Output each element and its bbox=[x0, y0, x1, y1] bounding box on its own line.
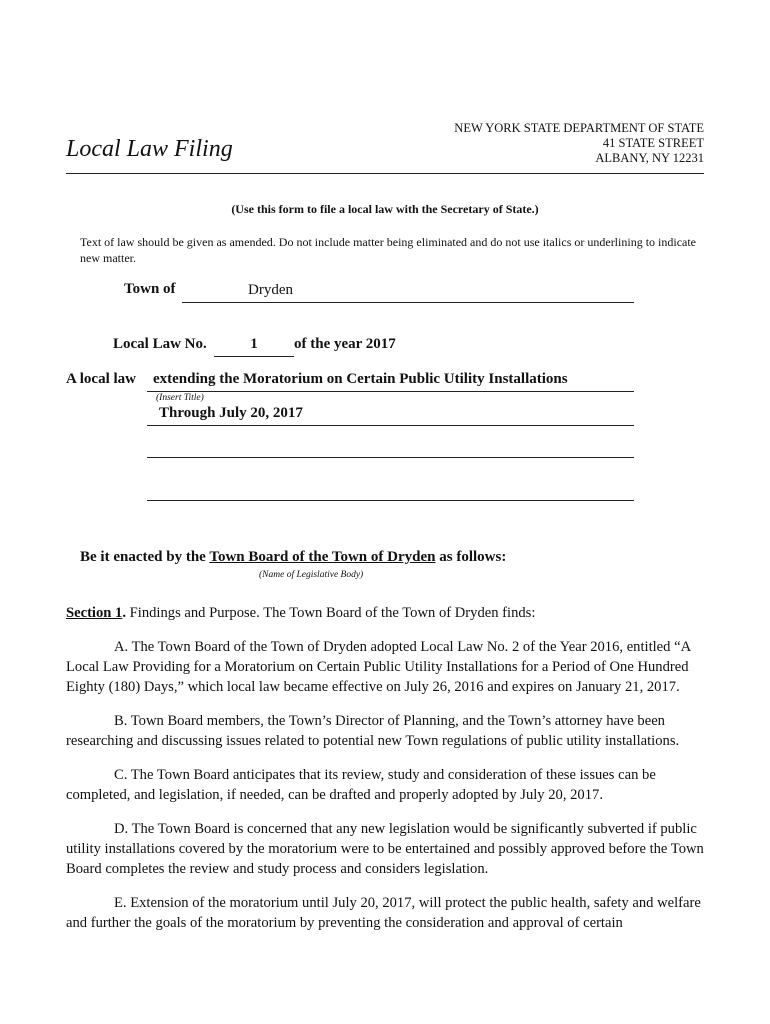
enacted-prefix: Be it enacted by the bbox=[80, 549, 206, 565]
finding-paragraph: A. The Town Board of the Town of Dryden adopted Local Law No. 2 of the Year 2016, entitled “A Local Law Providing for a Moratorium on Certain Public Utility Installations for a Period of One Hundred Eighty (180) Days,” which local law became effective on July 26, 2016 and expires on January 21, 2017. bbox=[66, 639, 691, 695]
use-instruction: (Use this form to file a local law with the Secretary of State.) bbox=[231, 202, 539, 216]
section-1-heading: Section 1. Findings and Purpose. The Town Board of the Town of Dryden finds: bbox=[66, 605, 536, 621]
law-title-text-1: extending the Moratorium on Certain Public Utility Installations bbox=[153, 371, 568, 387]
law-year: of the year 2017 bbox=[294, 336, 396, 352]
section-1 bbox=[66, 603, 706, 947]
finding-paragraph: D. The Town Board is concerned that any new legislation would be significantly subverted if public utility installations covered by the moratorium were to be entertained and possibly approved before the Town Board completes the review and study process and considers legislation. bbox=[66, 821, 704, 877]
law-number-value: 1 bbox=[250, 336, 258, 352]
address-line: NEW YORK STATE DEPARTMENT OF STATE bbox=[454, 121, 704, 135]
law-title-line-4[interactable] bbox=[147, 480, 634, 501]
finding-paragraph: E. Extension of the moratorium until July 20, 2017, will protect the public health, safety and welfare and further the goals of the moratorium by preventing the consideration and approval of certain bbox=[66, 895, 701, 931]
finding-paragraph: B. Town Board members, the Town’s Director of Planning, and the Town’s attorney have been researching and discussing issues related to potential new Town regulations of public utility installations. bbox=[66, 713, 680, 749]
enacted-suffix: as follows: bbox=[439, 549, 507, 565]
law-title-line-1[interactable] bbox=[147, 371, 634, 392]
law-number-label: Local Law No. bbox=[113, 336, 207, 352]
section-1-heading-text: Findings and Purpose. The Town Board of the Town of Dryden finds: bbox=[129, 605, 536, 621]
enactment-clause bbox=[80, 549, 506, 566]
legislative-body[interactable]: Town Board of the Town of Dryden bbox=[209, 549, 436, 565]
form-title: Local Law Filing bbox=[66, 136, 233, 162]
department-address bbox=[454, 121, 704, 166]
section-1-label: Section 1 bbox=[66, 605, 123, 621]
law-title-line-3[interactable] bbox=[147, 437, 634, 458]
finding-paragraph: C. The Town Board anticipates that its review, study and consideration of these issues can be completed, and legislation, if needed, can be drafted and properly adopted by July 20, 2017. bbox=[66, 767, 656, 803]
insert-title-caption: (Insert Title) bbox=[156, 393, 204, 403]
local-law-label: A local law bbox=[66, 371, 136, 387]
address-line: ALBANY, NY 12231 bbox=[595, 151, 704, 165]
address-line: 41 STATE STREET bbox=[602, 136, 704, 150]
town-value: Dryden bbox=[248, 282, 293, 298]
law-title-text-2: Through July 20, 2017 bbox=[159, 405, 303, 421]
text-instruction: Text of law should be given as amended. Do not include matter being eliminated and do not use italics or underlining to indicate new matter. bbox=[80, 235, 697, 265]
law-title-line-2[interactable] bbox=[147, 405, 634, 426]
legislative-body-caption: (Name of Legislative Body) bbox=[259, 570, 364, 580]
town-field[interactable] bbox=[182, 282, 634, 303]
law-number-field[interactable] bbox=[214, 336, 294, 357]
town-label: Town of bbox=[124, 281, 176, 297]
header-divider bbox=[66, 173, 704, 174]
